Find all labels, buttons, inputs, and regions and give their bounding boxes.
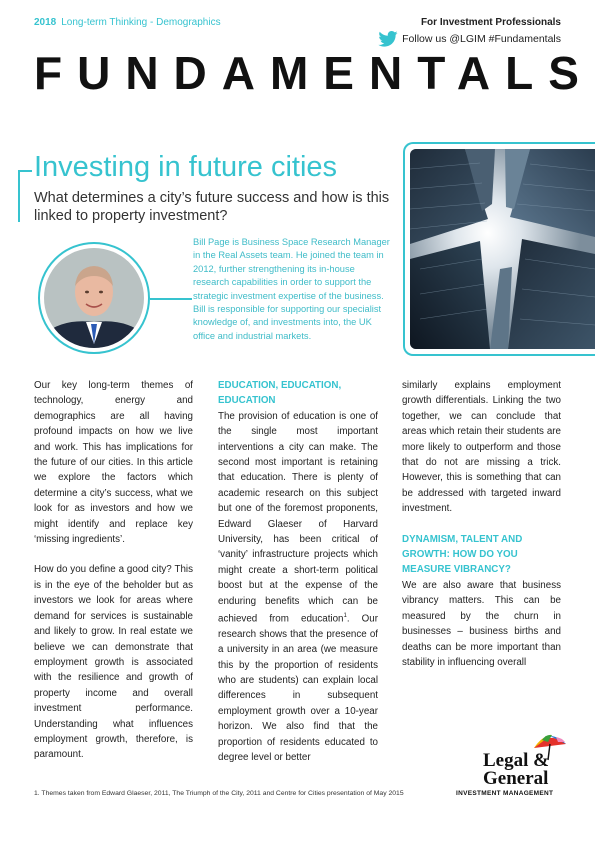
article-subtitle: What determines a city’s future success and how is this linked to property investment?: [34, 190, 390, 224]
column-2: [218, 378, 378, 780]
series-name: Long-term Thinking - Demographics: [61, 17, 221, 28]
column-1: [34, 378, 193, 778]
col2-heading: EDUCATION, EDUCATION, EDUCATION: [218, 380, 342, 407]
bio-connector: [150, 298, 192, 300]
footnote-ref[interactable]: 1: [343, 613, 347, 620]
col2-text-a: The provision of education is one of the single most important interventions a city can make. The second most important is retaining that education. There is plenty of academic research on this subject but one of the foremost proponents, Edward Glaeser of Harvard University, has been critical of ‘vanity’ infrastructure projects which might create a short-term political boost but at the expense of the enduring benefits which can be achieved from education: [218, 410, 378, 625]
col2-paragraph-1: [218, 409, 378, 766]
article-title: Investing in future cities: [34, 151, 338, 183]
col1-paragraph-2: How do you define a good city? This is in the eye of the beholder but as investors we look for areas where demand for services is sustainable and likely to grow. In real estate we believe we can demonstrate that employment growth is associated with the resilience and growth of property income and overall investment performance. Understanding what influences employment growth, therefore, is paramount.: [34, 564, 193, 761]
city-skyline-photo: [410, 149, 595, 349]
col3-paragraph-1: similarly explains employment growth differentials. Linking the two together, we can conclude that areas which retain their students are more likely to outperform and those that do not are missing a trick. However, this is something that can be addressed with targeted inward investment.: [402, 380, 561, 515]
col3-paragraph-2: We are also aware that business vibrancy matters. This can be measured by the churn in businesses – business births and deaths can be more important than stability in influencing overall: [402, 579, 561, 668]
author-bio: Bill Page is Business Space Research Manager in the Real Assets team. He joined the team in 2012, further strengthening its in-house research capabilities in order to support the strategic investment expertise of the business. Bill is responsible for supporting our specialist knowledge of, and investments into, the UK office and industrial markets.: [193, 237, 390, 341]
twitter-icon: [378, 31, 398, 47]
audience-label: For Investment Professionals: [420, 17, 561, 28]
author-portrait: [44, 248, 144, 348]
accent-frame-left: [18, 170, 20, 222]
accent-frame-top: [18, 170, 32, 172]
logo-line-3: INVESTMENT MANAGEMENT: [456, 790, 554, 797]
follow-text: Follow us @LGIM #Fundamentals: [402, 33, 561, 45]
logo-line-1: Legal &: [483, 750, 549, 771]
col1-paragraph-1: Our key long-term themes of technology, energy and demographics are all having profound impacts on how we live and work. This has implications for the future of our cities. In this article we explore the factors which determine a city’s success, what we look for as investors and how we might identify and replace key ‘missing ingredients’.: [34, 380, 193, 546]
series-year: 2018: [34, 17, 57, 28]
series-label: [34, 17, 221, 28]
logo-line-2: General: [483, 768, 549, 789]
col3-heading: DYNAMISM, TALENT AND GROWTH: HOW DO YOU MEASURE VIBRANCY?: [402, 533, 523, 576]
footnote: 1. Themes taken from Edward Glaeser, 2011, The Triumph of the City, 2011 and Centre for Cities presentation of May 2015: [34, 790, 404, 797]
col2-text-b: . Our research shows that the presence of a university in an area (we measure this by the proportion of residents who are students) can explain local differences in subsequent employment growth over a 10-year horizon. We also find that the proportion of residents educated to degree level or better: [218, 613, 378, 764]
follow-link[interactable]: [378, 31, 561, 47]
masthead: FUNDAMENTALS: [34, 47, 594, 99]
column-3: [402, 378, 561, 685]
